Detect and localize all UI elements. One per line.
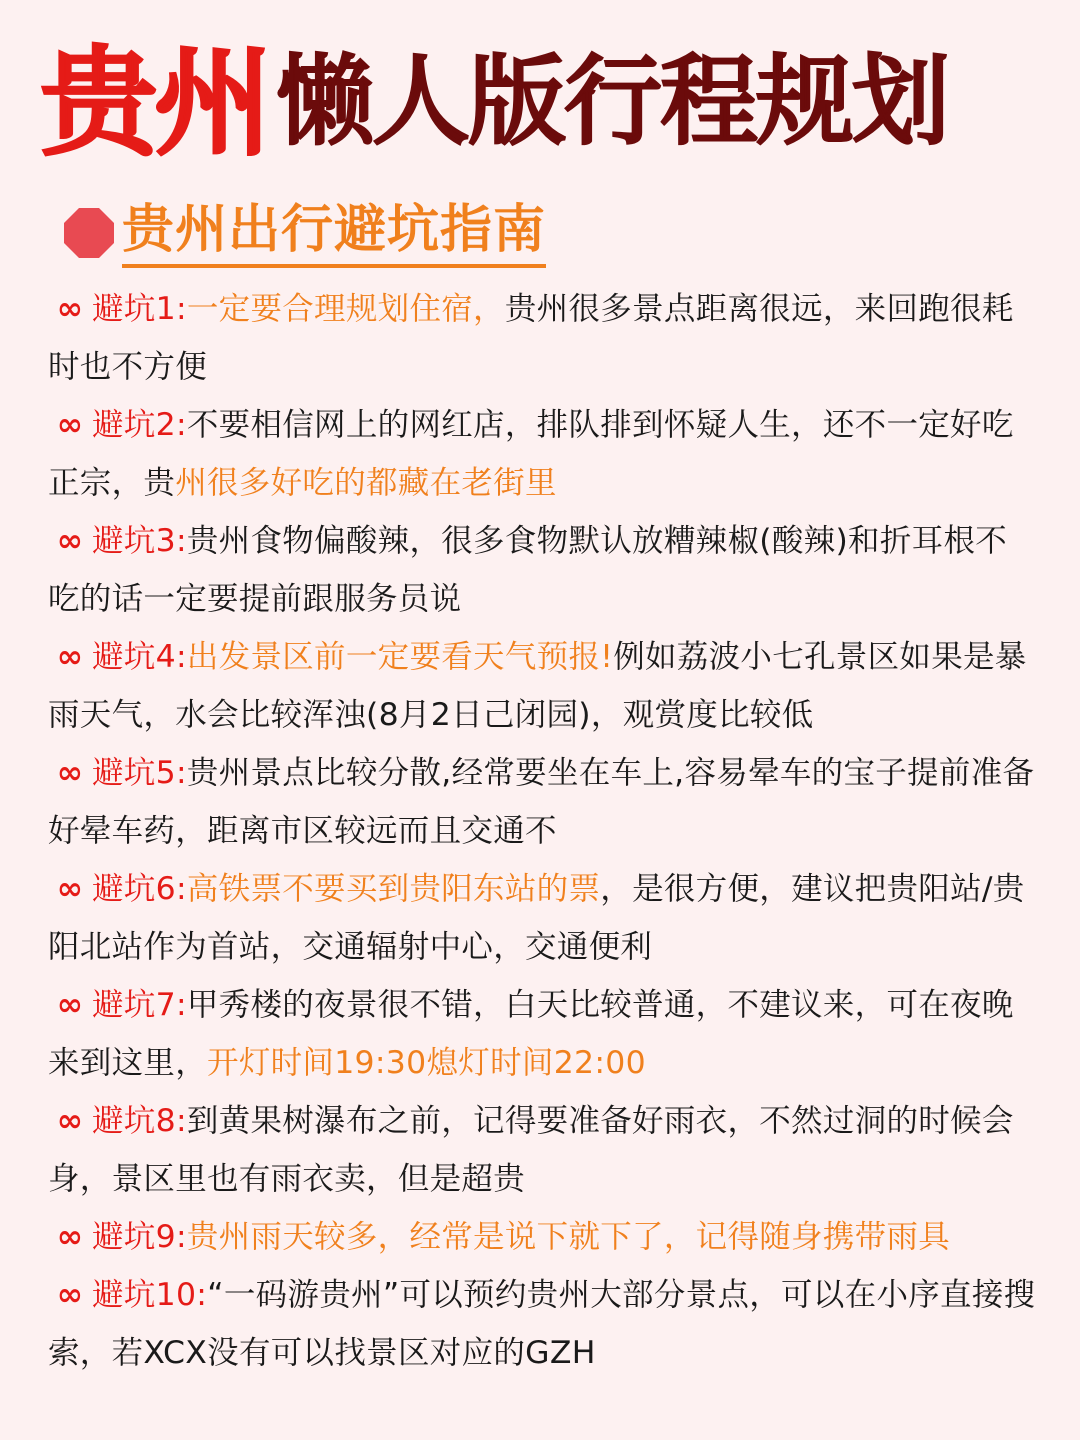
tip-item — [48, 976, 1038, 1092]
title-rest: 懒人版行程规划 — [276, 43, 949, 159]
tip-highlight: 出发景区前一定要看天气预报! — [186, 639, 614, 675]
tip-label: 避坑1: — [92, 291, 187, 327]
title-highlight: 贵州 — [40, 33, 269, 172]
infinity-icon: ∞ — [56, 523, 84, 559]
tip-item — [48, 1208, 1038, 1266]
tip-highlight: 州很多好吃的都藏在老街里 — [175, 465, 557, 501]
tip-item — [48, 280, 1038, 396]
tip-item — [48, 512, 1038, 628]
tip-label: 避坑4: — [92, 639, 187, 675]
page-title — [40, 18, 1050, 172]
infinity-icon: ∞ — [56, 291, 84, 327]
infinity-icon: ∞ — [56, 639, 84, 675]
tip-text: 贵州景点比较分散,经常要坐在车上,容易晕车的宝子提前准备好晕车药，距离市区较远而且交通不 — [48, 755, 1035, 849]
tip-text: 例如荔波小七孔景区如果是暴雨天气，水会比较浑浊(8月2日己闭园)，观赏度比较低 — [48, 639, 1027, 733]
tip-item — [48, 860, 1038, 976]
tip-label: 避坑7: — [92, 987, 187, 1023]
tip-label: 避坑10: — [92, 1277, 208, 1313]
tip-item — [48, 628, 1038, 744]
tip-text: 不要相信网上的网红店，排队排到怀疑人生，还不一定好吃正宗，贵 — [48, 407, 1014, 501]
tip-item — [48, 396, 1038, 512]
tip-label: 避坑3: — [92, 523, 187, 559]
tip-text: 到黄果树瀑布之前，记得要准备好雨衣，不然过洞的时候会身，景区里也有雨衣卖，但是超贵 — [48, 1103, 1014, 1197]
infinity-icon: ∞ — [56, 755, 84, 791]
tip-label: 避坑6: — [92, 871, 187, 907]
section-header — [64, 198, 546, 268]
tip-item — [48, 1266, 1038, 1382]
tip-text: ，是很方便，建议把贵阳站/贵阳北站作为首站，交通辐射中心，交通便利 — [48, 871, 1025, 965]
tip-highlight: 一定要合理规划住宿， — [186, 291, 505, 327]
tip-label: 避坑2: — [92, 407, 187, 443]
tip-text: “一码游贵州”可以预约贵州大部分景点，可以在小序直接搜索，若XCX没有可以找景区对应的GZH — [48, 1277, 1036, 1371]
tips-list — [48, 280, 1038, 1382]
infinity-icon: ∞ — [56, 1103, 84, 1139]
infinity-icon: ∞ — [56, 1219, 84, 1255]
stop-octagon-icon — [64, 208, 114, 258]
tip-label: 避坑8: — [92, 1103, 187, 1139]
tip-item — [48, 744, 1038, 860]
infinity-icon: ∞ — [56, 987, 84, 1023]
infinity-icon: ∞ — [56, 871, 84, 907]
tip-text: 甲秀楼的夜景很不错，白天比较普通，不建议来，可在夜晚来到这里， — [48, 987, 1014, 1081]
section-title: 贵州出行避坑指南 — [122, 198, 546, 268]
tip-text: 贵州食物偏酸辣，很多食物默认放糟辣椒(酸辣)和折耳根不吃的话一定要提前跟服务员说 — [48, 523, 1008, 617]
tip-highlight: 贵州雨天较多，经常是说下就下了，记得随身携带雨具 — [186, 1219, 951, 1255]
infinity-icon: ∞ — [56, 407, 84, 443]
tip-item — [48, 1092, 1038, 1208]
infinity-icon: ∞ — [56, 1277, 84, 1313]
tip-text: 贵州很多景点距离很远，来回跑很耗时也不方便 — [48, 291, 1014, 385]
tip-label: 避坑5: — [92, 755, 187, 791]
tip-label: 避坑9: — [92, 1219, 187, 1255]
tip-highlight: 开灯时间19:30熄灯时间22:00 — [207, 1045, 646, 1081]
tip-highlight: 高铁票不要买到贵阳东站的票 — [186, 871, 601, 907]
